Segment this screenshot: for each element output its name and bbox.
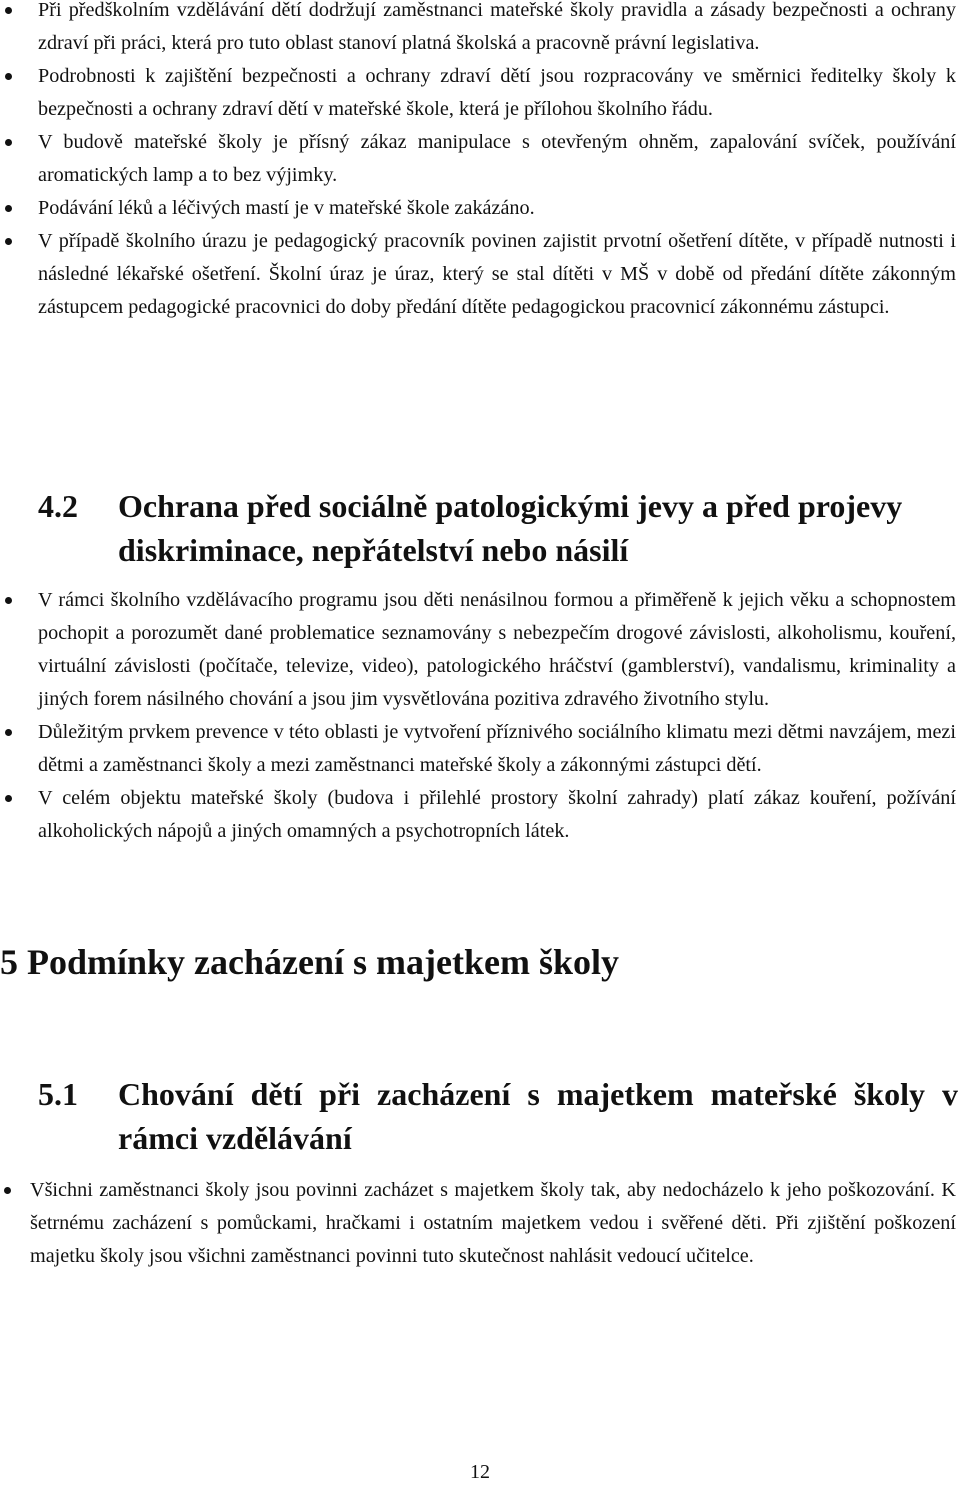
list-item-text: Podrobnosti k zajištění bezpečnosti a ochrany zdraví dětí jsou rozpracovány ve směrnici ředitelky školy k bezpečnosti a ochrany zdraví dětí v mateřské škole, která je přílohou školního řádu.	[38, 65, 956, 120]
prevention-list	[38, 584, 956, 848]
list-item-text: V případě školního úrazu je pedagogický pracovník povinen zajistit prvotní ošetření dítěte, v případě nutnosti i následné lékařské ošetření. Školní úraz je úraz, který se stal dítěti v MŠ v době od předání dítěte zákonným zástupcem pedagogické pracovnici do doby předání dítěte pedagogickou pracovnicí zákonnému zástupci.	[38, 230, 956, 318]
list-item-text: Všichni zaměstnanci školy jsou povinni zacházet s majetkem školy tak, aby nedocházelo k jeho poškozování. K šetrnému zacházení s pomůckami, hračkami i ostatním majetkem vedou i svěřené děti. Při zjištění poškození majetku školy jsou všichni zaměstnanci povinni tuto skutečnost nahlásit vedoucí učitelce.	[30, 1179, 956, 1267]
property-list	[30, 1174, 956, 1273]
page-number: 12	[470, 1461, 490, 1483]
bullet-icon	[5, 597, 12, 604]
bullet-icon	[5, 729, 12, 736]
list-item-text: V budově mateřské školy je přísný zákaz manipulace s otevřeným ohněm, zapalování svíček, používání aromatických lamp a to bez výjimky.	[38, 131, 956, 186]
list-item	[38, 126, 956, 192]
bullet-icon	[5, 7, 12, 14]
bullet-icon	[5, 205, 12, 212]
list-item-text: Při předškolním vzdělávání dětí dodržují zaměstnanci mateřské školy pravidla a zásady bezpečnosti a ochrany zdraví při práci, která pro tuto oblast stanoví platná školská a pracovně právní legislativa.	[38, 0, 956, 54]
list-item-text: V celém objektu mateřské školy (budova i přilehlé prostory školní zahrady) platí zákaz kouření, požívání alkoholických nápojů a jiných omamných a psychotropních látek.	[38, 787, 956, 842]
section-number: 5.1	[38, 1076, 78, 1112]
list-item-text: Podávání léků a léčivých mastí je v mateřské škole zakázáno.	[38, 197, 535, 219]
bullet-icon	[5, 795, 12, 802]
bullet-icon	[5, 238, 12, 245]
list-item	[38, 192, 956, 225]
list-item	[38, 0, 956, 60]
bullet-icon	[5, 139, 12, 146]
list-item	[38, 716, 956, 782]
section-heading-4-2	[38, 484, 958, 572]
list-item	[30, 1174, 956, 1273]
chapter-heading-5: 5 Podmínky zacházení s majetkem školy	[0, 942, 619, 982]
list-item	[38, 584, 956, 716]
rules-list	[38, 0, 956, 324]
section-number: 4.2	[38, 488, 78, 524]
list-item	[38, 782, 956, 848]
bullet-icon	[5, 73, 12, 80]
section-title: Ochrana před sociálně patologickými jevy a před projevy diskriminace, nepřátelství nebo násilí	[118, 488, 903, 568]
section-heading-5-1	[38, 1072, 958, 1160]
list-item-text: V rámci školního vzdělávacího programu jsou děti nenásilnou formou a přiměřeně k jejich věku a schopnostem pochopit a porozumět dané problematice seznamovány s nebezpečím drogové závislosti, alkoholismu, kouření, virtuální závislosti (počítače, televize, video), patologického hráčství (gamblerství), vandalismu, kriminality a jiných forem násilného chování a jsou jim vysvětlována pozitiva zdravého životního stylu.	[38, 589, 956, 710]
section-title: Chování dětí při zacházení s majetkem mateřské školy v rámci vzdělávání	[118, 1076, 958, 1156]
bullet-icon	[4, 1187, 11, 1194]
list-item	[38, 225, 956, 324]
list-item-text: Důležitým prvkem prevence v této oblasti je vytvoření příznivého sociálního klimatu mezi dětmi navzájem, mezi dětmi a zaměstnanci školy a mezi zaměstnanci mateřské školy a zákonnými zástupci dětí.	[38, 721, 956, 776]
list-item	[38, 60, 956, 126]
